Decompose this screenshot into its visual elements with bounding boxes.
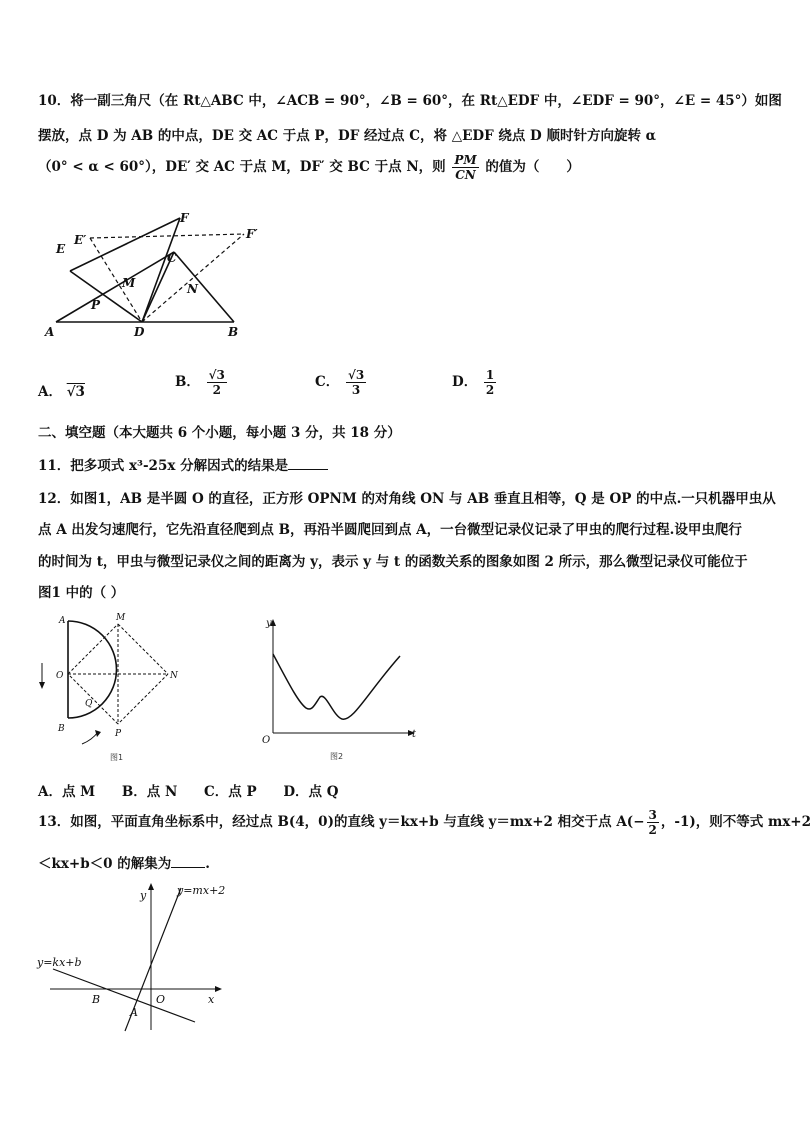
q12-option-d-text: 点 Q (308, 784, 339, 800)
q12-label-o: O (56, 671, 64, 681)
q12-seg-np (118, 674, 168, 724)
q13-y-label: y (140, 889, 147, 902)
q13-label-a: A (130, 1006, 138, 1019)
q10-option-b-letter: B． (175, 374, 200, 390)
q13-x-label: x (208, 993, 215, 1006)
q12-fig2-origin-label: O (262, 735, 271, 746)
q12-label-m: M (116, 613, 126, 623)
q13-line1 (38, 808, 811, 837)
q12-option-c (204, 784, 257, 800)
q10-line3-prefix: （0° < α < 60°），DE′ 交 AC 于点 M，DF′ 交 BC 于点 N，则 (38, 159, 446, 175)
q10-label-f: F (180, 211, 189, 225)
q10-option-c-den: 3 (351, 383, 361, 397)
q12-option-a-letter: A． (38, 784, 62, 800)
q12-option-b (122, 784, 177, 800)
q12-graph-curve (273, 654, 400, 719)
q12-curved-arrow-shaft (82, 732, 98, 744)
q10-label-f2: F′ (246, 227, 258, 241)
q10-fraction (452, 153, 478, 182)
q10-option-d (452, 368, 498, 397)
q12-fig2-t-label: t (412, 729, 417, 740)
q12-option-d-letter: D． (283, 784, 309, 800)
q11 (38, 454, 328, 474)
q12-label-b: B (58, 724, 65, 734)
q10-option-c-frac (346, 368, 366, 397)
q10-option-d-letter: D． (452, 374, 478, 390)
q11-text: 11．把多项式 x³-25x 分解因式的结果是 (38, 458, 289, 474)
q10-option-c-num: √3 (347, 368, 365, 382)
q10-option-c (315, 368, 368, 397)
q13-blank (171, 867, 205, 868)
q13-figure (35, 876, 235, 1036)
q10-seg-cb (174, 252, 234, 322)
q10-label-d: D (134, 325, 145, 339)
q12-option-d (283, 784, 338, 800)
q10-option-d-frac (484, 368, 496, 397)
q10-seg-e2f2 (90, 234, 244, 238)
q12-option-a-text: 点 M (61, 784, 96, 800)
q10-label-p: P (91, 298, 101, 312)
q12-curve-arrow-icon (95, 730, 101, 737)
q10-option-b (175, 368, 229, 397)
q12-figure2 (258, 612, 423, 764)
q12-seg-mn (118, 624, 168, 674)
q10-line3 (38, 153, 580, 182)
q13-line1-suffix: ，-1)，则不等式 mx+2 (660, 814, 811, 830)
q10-option-a-letter: A． (38, 384, 62, 400)
q10-option-a (38, 380, 85, 400)
q13-line-mx-label: y=mx+2 (177, 884, 226, 897)
q10-line2: 摆放，点 D 为 AB 的中点，DE 交 AC 于点 P，DF 经过点 C，将 △EDF 绕点 D 顺时针方向旋转 α (38, 128, 657, 144)
q12-label-q: Q (85, 699, 93, 709)
q12-seg-po (68, 674, 118, 724)
section2-heading: 二、填空题（本大题共 6 个小题，每小题 3 分，共 18 分） (38, 425, 401, 441)
q13-line-kx (53, 969, 195, 1022)
q13-line2-end: . (205, 856, 210, 872)
q10-option-c-letter: C． (315, 374, 340, 390)
q10-label-m: M (122, 276, 136, 290)
q10-figure (38, 208, 268, 343)
q12-seg-om (68, 624, 118, 674)
q10-label-e2: E′ (74, 233, 87, 247)
q10-option-b-frac (207, 368, 227, 397)
q10-frac-den: CN (455, 168, 476, 182)
q13-frac-den: 2 (648, 823, 657, 837)
q12-options (38, 780, 339, 800)
q10-label-c: C (167, 251, 177, 265)
q10-frac-num: PM (454, 153, 477, 167)
q12-label-a: A (59, 616, 66, 626)
q12-option-a (38, 784, 95, 800)
q10-seg-ac (56, 252, 174, 322)
q13-line2-text: ＜kx+b＜0 的解集为 (38, 856, 172, 872)
q10-option-a-value: √3 (66, 384, 85, 400)
q10-label-b: B (228, 325, 239, 339)
q10-option-b-num: √3 (208, 368, 225, 382)
q12-fig2-caption: 图2 (330, 752, 344, 761)
q12-figure1 (30, 608, 190, 766)
q10-line1: 10．将一副三角尺（在 Rt△ABC 中，∠ACB = 90°，∠B = 60°，在 Rt△EDF 中，∠EDF = 90°，∠E = 45°）如图 (38, 93, 782, 109)
q12-line3: 的时间为 t，甲虫与微型记录仪之间的距离为 y，表示 y 与 t 的函数关系的图象如图 2 所示，那么微型记录仪可能位于 (38, 554, 748, 570)
q12-line4: 图1 中的（ ） (38, 585, 125, 601)
q12-line2: 点 A 出发匀速爬行，它先沿直径爬到点 B，再沿半圆爬回到点 A，一台微型记录仪记录了甲虫的爬行过程.设甲虫爬行 (38, 522, 742, 538)
q10-label-n: N (187, 282, 198, 296)
q13-label-b: B (92, 993, 101, 1006)
q13-line2 (38, 852, 210, 872)
q13-origin-label: O (156, 993, 166, 1006)
q13-x-arrow-icon (215, 986, 222, 992)
q11-blank (288, 469, 328, 470)
q12-option-c-letter: C． (204, 784, 229, 800)
q12-line1: 12．如图1，AB 是半圆 O 的直径，正方形 OPNM 的对角线 ON 与 AB 垂直且相等，Q 是 OP 的中点.一只机器甲虫从 (38, 491, 776, 507)
q10-line3-suffix: 的值为（ ） (485, 159, 580, 175)
q12-option-b-letter: B． (121, 784, 147, 800)
q13-frac-num: 3 (648, 808, 657, 822)
q13-line1-prefix: 13．如图，平面直角坐标系中，经过点 B(4，0)的直线 y＝kx+b 与直线 y＝mx+2 相交于点 A(− (38, 814, 645, 830)
q10-option-d-num: 1 (485, 368, 495, 382)
q12-fig2-y-label: y (266, 618, 272, 629)
q10-option-d-den: 2 (485, 383, 495, 397)
q12-option-b-text: 点 N (146, 784, 178, 800)
q13-y-arrow-icon (148, 883, 154, 890)
q12-fig1-caption: 图1 (110, 753, 124, 762)
q13-line-kx-label: y=kx+b (37, 956, 82, 969)
q10-label-a: A (45, 325, 55, 339)
q13-fraction (647, 808, 659, 837)
q12-down-arrow-icon (39, 682, 45, 689)
q10-option-b-den: 2 (212, 383, 221, 397)
q12-label-p: P (115, 729, 122, 739)
q12-label-n: N (170, 671, 178, 681)
q12-option-c-text: 点 P (228, 784, 257, 800)
q10-label-e: E (56, 242, 66, 256)
